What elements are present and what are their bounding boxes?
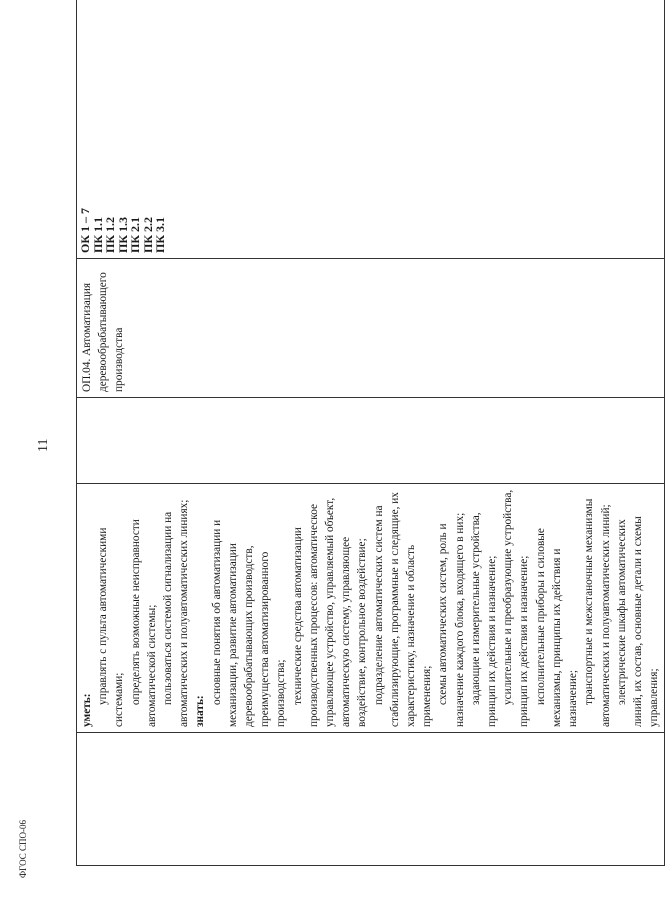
znat-item: основные понятия об автоматизации и механизации, развитие автоматизации деревообрабатывающих производств, преимущества автоматизированного производства; [210,519,288,727]
empty-cell-first [77,733,665,866]
competencies-cell [77,0,665,259]
competency-code: ПК 1.2 [103,216,117,253]
competency-code: ПК 1.1 [90,216,105,253]
umet-item: определять возможные неисправности автоматической системы; [129,519,158,727]
competency-code: ПК 2.2 [140,216,155,253]
competency-code: ПК 1.3 [115,216,130,253]
umet-heading: уметь: [81,693,93,727]
znat-item: транспортные и межстаночные механизмы автоматических и полуавтоматических линий; [583,498,612,727]
rotated-table-container [76,46,661,866]
footer-code: ФГОС СПО-06 [18,820,28,878]
curriculum-table [76,0,665,866]
znat-heading: знать: [194,695,207,727]
competency-code: ПК 2.1 [128,216,142,253]
page-number: 11 [36,438,51,452]
znat-item: исполнительные приборы и силовые механизмы, принципы их действия и назначение; [534,528,580,727]
skills-cell [77,484,665,733]
competency-code: ОК 1 – 7 [78,207,92,253]
umet-item: управлять с пульта автоматическими системами; [97,527,126,727]
discipline-cell: ОП.04. Автоматизация деревообрабатывающего производства [77,259,665,398]
empty-cell-hours [77,398,665,484]
competency-code: ПК 3.1 [153,216,167,253]
znat-item: усилительные и преобразующие устройства, принцип их действия и назначение; [502,489,531,727]
znat-item: подразделение автоматических систем на стабилизирующие, программные и следящие, их характеристику, назначение и область применения; [372,492,434,727]
znat-item: электрические шкафы автоматических линий, их состав, основные детали и схемы управления; [615,516,661,727]
znat-item: задающие и измерительные устройства, принцип их действия и назначение; [469,512,499,727]
table-row [77,0,665,866]
znat-item: технические средства автоматизации производственных процессов: автоматическое управляющее устройство, управляемый объект, автоматическую систему, управляющее воздействие, контрольное воздействие; [291,497,369,727]
umet-item: пользоваться системой сигнализации на автоматических и полуавтоматических линиях; [162,499,191,727]
znat-item: схемы автоматических систем, роль и назначение каждого блока, входящего в них; [437,512,466,727]
